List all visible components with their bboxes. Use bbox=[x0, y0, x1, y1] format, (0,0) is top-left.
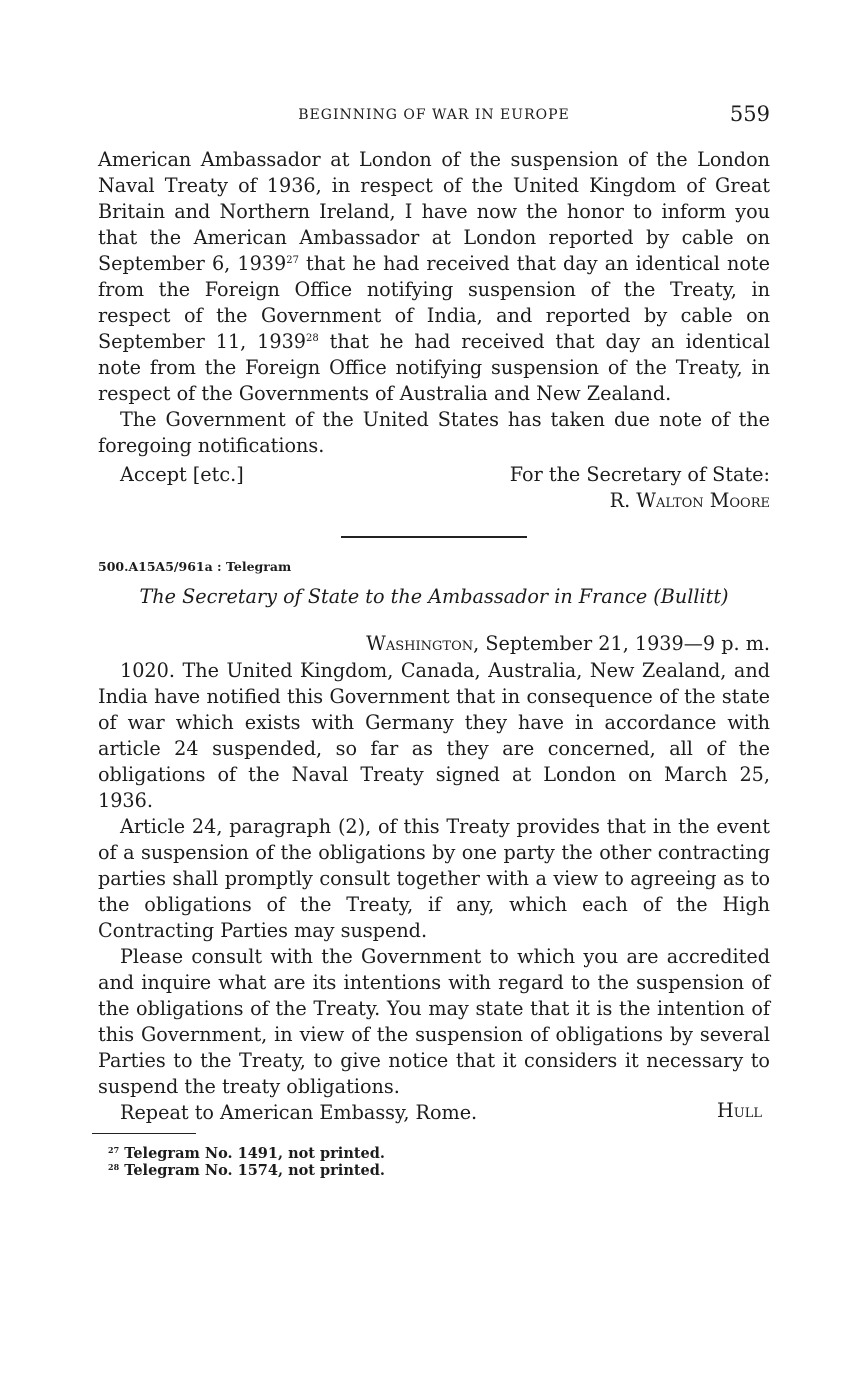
doc2-reference: 500.A15A5/961a : Telegram bbox=[98, 559, 292, 574]
running-head bbox=[98, 102, 770, 132]
doc1-paragraph-1 bbox=[98, 147, 770, 407]
footnote-mark: 27 bbox=[108, 1145, 120, 1155]
doc1-text-b: that he had received that day an identical note from the Foreign Office notifying suspension of the Treaty, in respect of the Government of India, and reported by cable on September 11, 1939 bbox=[98, 252, 770, 353]
doc2-date-rest: , September 21, 1939—9 p. m. bbox=[473, 632, 770, 655]
footnote-27 bbox=[108, 1145, 385, 1162]
footnote-divider bbox=[92, 1133, 196, 1134]
doc2-title: The Secretary of State to the Ambassador in France (Bullitt) bbox=[139, 585, 729, 608]
doc1-paragraph-2: The Government of the United States has taken due note of the foregoing notifications. bbox=[98, 408, 770, 457]
doc2-date-place: Washington bbox=[366, 632, 474, 655]
footnote-28 bbox=[108, 1162, 385, 1179]
footnote-text: Telegram No. 1574, not printed. bbox=[124, 1162, 385, 1179]
doc2-paragraph-2: Article 24, paragraph (2), of this Treaty provides that in the event of a suspension of the obligations by one party the other contracting parties shall promptly consult together with a view to agreeing as to the obligations of the Treaty, if any, which each of the High Contracting Parties may suspend. bbox=[98, 815, 770, 942]
doc1-for-secretary: For the Secretary of State: bbox=[509, 463, 770, 486]
footnotes bbox=[108, 1145, 385, 1179]
doc2-signoff: Hull bbox=[717, 1099, 762, 1122]
footnote-ref-27: 27 bbox=[286, 255, 299, 266]
doc1-body bbox=[98, 147, 770, 459]
footnote-text: Telegram No. 1491, not printed. bbox=[124, 1145, 385, 1162]
doc2-paragraph-1: 1020. The United Kingdom, Canada, Australia, New Zealand, and India have notified this Government that in consequence of the state of war which exists with Germany they have in accordance with article 24 suspended, so far as they are concerned, all of the obligations of the Naval Treaty signed at London on March 25, 1936. bbox=[98, 659, 770, 812]
doc2-paragraph-3: Please consult with the Government to which you are accredited and inquire what are its intentions with regard to the suspension of the obligations of the Treaty. You may state that it is the intention of this Government, in view of the suspension of obligations by several Parties to the Treaty, to give notice that it considers it necessary to suspend the treaty obligations. bbox=[98, 945, 770, 1098]
footnote-mark: 28 bbox=[108, 1162, 120, 1172]
running-title: BEGINNING OF WAR IN EUROPE bbox=[298, 107, 570, 123]
doc2-body bbox=[98, 658, 770, 1126]
doc1-text-a: American Ambassador at London of the suspension of the London Naval Treaty of 1936, in respect of the United Kingdom of Great Britain and Northern Ireland, I have now the honor to inform you that the American Ambassador at London reported by cable on September 6, 1939 bbox=[98, 148, 770, 275]
doc2-paragraph-4: Repeat to American Embassy, Rome. bbox=[120, 1101, 478, 1124]
page-number: 559 bbox=[729, 102, 770, 126]
doc1-closing: Accept [etc.] bbox=[120, 463, 244, 486]
footnote-ref-28: 28 bbox=[305, 333, 319, 344]
section-divider bbox=[341, 536, 527, 538]
doc1-text-c: that he had received that day an identical note from the Foreign Office notifying suspension of the Treaty, in respect of the Governments of Australia and New Zealand. bbox=[98, 330, 770, 405]
doc2-dateline bbox=[366, 632, 770, 655]
doc1-signatory: R. Walton Moore bbox=[609, 489, 770, 512]
